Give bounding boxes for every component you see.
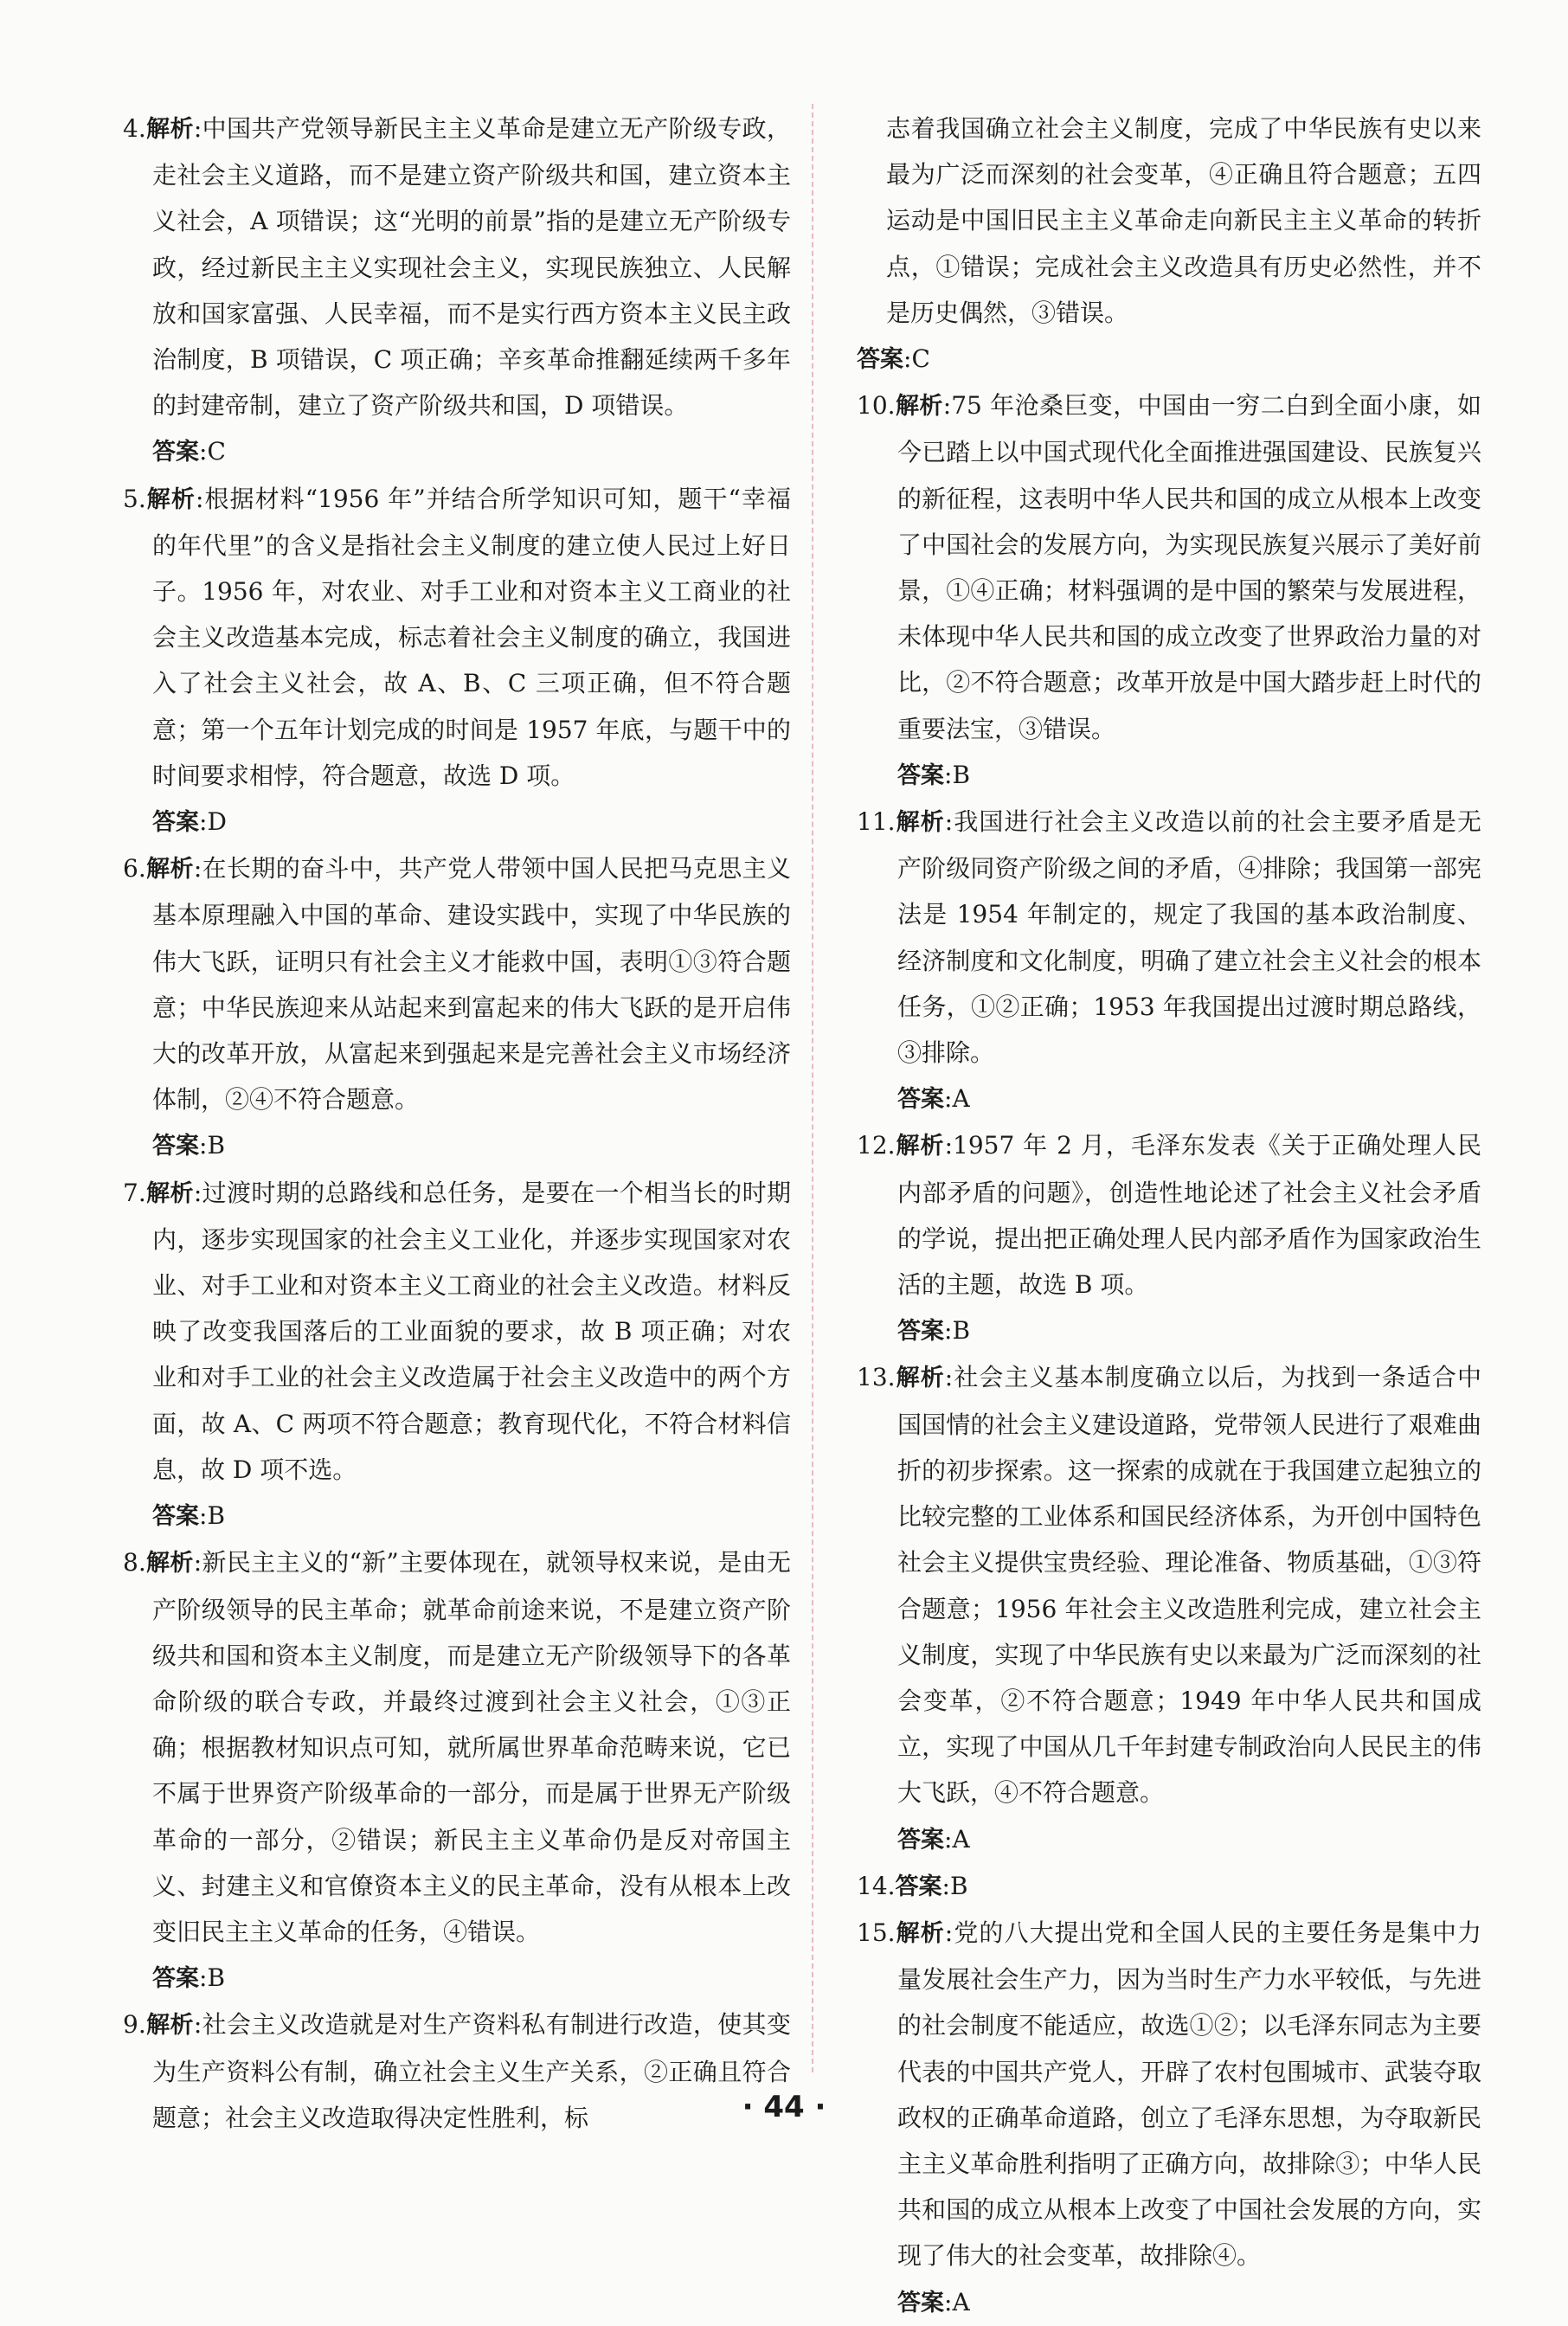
question-14-answer: 14.答案:B: [857, 1871, 968, 1900]
question-10-analysis: 10.解析:75 年沧桑巨变，中国由一穷二白到全面小康，如今已踏上以中国式现代化全面推进强国建设、民族复兴的新征程，这表明中华人民共和国的成立从根本上改变了中国社会的发展方向，为实现民族复兴展示了美好前景，①④正确；材料强调的是中国的繁荣与发展进程，未体现中华人民共和国的成立改变了世界政治力量的对比，②不符合题意；改革开放是中国大踏步赶上时代的重要法宝，③错误。: [857, 391, 1481, 743]
question-12-answer: 答案:B: [897, 1316, 971, 1346]
left-column: [123, 106, 791, 2141]
question-12-analysis: 12.解析:1957 年 2 月，毛泽东发表《关于正确处理人民内部矛盾的问题》，创造性地论述了社会主义社会矛盾的学说，提出把正确处理人民内部矛盾作为国家政治生活的主题，故选 B 项。: [857, 1131, 1482, 1300]
question-7-answer: 答案:B: [152, 1501, 226, 1531]
question-13-analysis: 13.解析:社会主义基本制度确立以后，为找到一条适合中国国情的社会主义建设道路，党带领人民进行了艰难曲折的初步探索。这一探索的成就在于我国建立起独立的比较完整的工业体系和国民经济体系，为开创中国特色社会主义提供宝贵经验、理论准备、物质基础，①③符合题意；1956 年社会主义改造胜利完成，建立社会主义制度，实现了中华民族有史以来最为广泛而深刻的社会变革，②不符合题意；1949 年中华人民共和国成立，实现了中国从几千年封建专制政治向人民民主的伟大飞跃，④不符合题意。: [857, 1363, 1482, 1808]
question-11-analysis: 11.解析:我国进行社会主义改造以前的社会主要矛盾是无产阶级同资产阶级之间的矛盾，④排除；我国第一部宪法是 1954 年制定的，规定了我国的基本政治制度、经济制度和文化制度，明确了建立社会主义社会的根本任务，①②正确；1953 年我国提出过渡时期总路线，③排除。: [857, 807, 1482, 1068]
question-5-answer: 答案:D: [152, 807, 227, 837]
question-9-analysis: 9.解析:社会主义改造就是对生产资料私有制进行改造，使其变为生产资料公有制，确立社会主义生产关系，②正确且符合题意；社会主义改造取得决定性胜利，标: [123, 2010, 791, 2132]
question-15-answer: 答案:A: [897, 2287, 970, 2316]
question-6-answer: 答案:B: [152, 1131, 226, 1160]
question-13-answer: 答案:A: [897, 1824, 970, 1854]
question-15-analysis: 15.解析:党的八大提出党和全国人民的主要任务是集中力量发展社会生产力，因为当时生产力水平较低，与先进的社会制度不能适应，故选①②；以毛泽东同志为主要代表的中国共产党人，开辟了农村包围城市、武装夺取政权的正确革命道路，创立了毛泽东思想，为夺取新民主主义革命胜利指明了正确方向，故排除③；中华人民共和国的成立从根本上改变了中国社会发展的方向，实现了伟大的社会变革，故排除④。: [857, 1918, 1482, 2271]
column-divider: [812, 104, 813, 2072]
question-5-analysis: 5.解析:根据材料“1956 年”并结合所学知识可知，题干“幸福的年代里”的含义是指社会主义制度的建立使人民过上好日子。1956 年，对农业、对手工业和对资本主义工商业的社会主义改造基本完成，标志着社会主义制度的确立，我国进入了社会主义社会，故 A、B、C 三项正确，但不符合题意；第一个五年计划完成的时间是 1957 年底，与题干中的时间要求相悖，符合题意，故选 D 项。: [123, 484, 792, 790]
question-4-analysis: 4.解析:中国共产党领导新民主主义革命是建立无产阶级专政，走社会主义道路，而不是建立资产阶级共和国，建立资本主义社会，A 项错误；这“光明的前景”指的是建立无产阶级专政，经过新民主主义实现社会主义，实现民族独立、人民解放和国家富强、人民幸福，而不是实行西方资本主义民主政治制度，B 项错误，C 项正确；辛亥革命推翻延续两千多年的封建帝制，建立了资产阶级共和国，D 项错误。: [123, 114, 791, 421]
right-column: [857, 106, 1481, 2326]
question-7-analysis: 7.解析:过渡时期的总路线和总任务，是要在一个相当长的时期内，逐步实现国家的社会主义工业化，并逐步实现国家对农业、对手工业和对资本主义工商业的社会主义改造。材料反映了改变我国落后的工业面貌的要求，故 B 项正确；对农业和对手工业的社会主义改造属于社会主义改造中的两个方面，故 A、C 两项不符合题意；教育现代化，不符合材料信息，故 D 项不选。: [123, 1178, 791, 1484]
question-9-analysis-continued: 志着我国确立社会主义制度，完成了中华民族有史以来最为广泛而深刻的社会变革，④正确且符合题意；五四运动是中国旧民主主义革命走向新民主主义革命的转折点，①错误；完成社会主义改造具有历史必然性，并不是历史偶然，③错误。: [886, 114, 1481, 327]
question-11-answer: 答案:A: [897, 1084, 970, 1114]
question-6-analysis: 6.解析:在长期的奋斗中，共产党人带领中国人民把马克思主义基本原理融入中国的革命、建设实践中，实现了中华民族的伟大飞跃，证明只有社会主义才能救中国，表明①③符合题意；中华民族迎来从站起来到富起来的伟大飞跃的是开启伟大的改革开放，从富起来到强起来是完善社会主义市场经济体制，②④不符合题意。: [123, 854, 791, 1115]
question-8-answer: 答案:B: [152, 1963, 226, 1993]
question-10-answer: 答案:B: [897, 760, 971, 789]
page-number: · 44 ·: [742, 2090, 826, 2124]
question-4-answer: 答案:C: [152, 437, 226, 466]
question-8-analysis: 8.解析:新民主主义的“新”主要体现在，就领导权来说，是由无产阶级领导的民主革命；就革命前途来说，不是建立资产阶级共和国和资本主义制度，而是建立无产阶级领导下的各革命阶级的联合专政，并最终过渡到社会主义社会，①③正确；根据教材知识点可知，就所属世界革命范畴来说，它已不属于世界资产阶级革命的一部分，而是属于世界无产阶级革命的一部分，②错误；新民主主义革命仍是反对帝国主义、封建主义和官僚资本主义的民主革命，没有从根本上改变旧民主主义革命的任务，④错误。: [123, 1548, 792, 1946]
question-9-answer: 答案:C: [857, 344, 930, 374]
